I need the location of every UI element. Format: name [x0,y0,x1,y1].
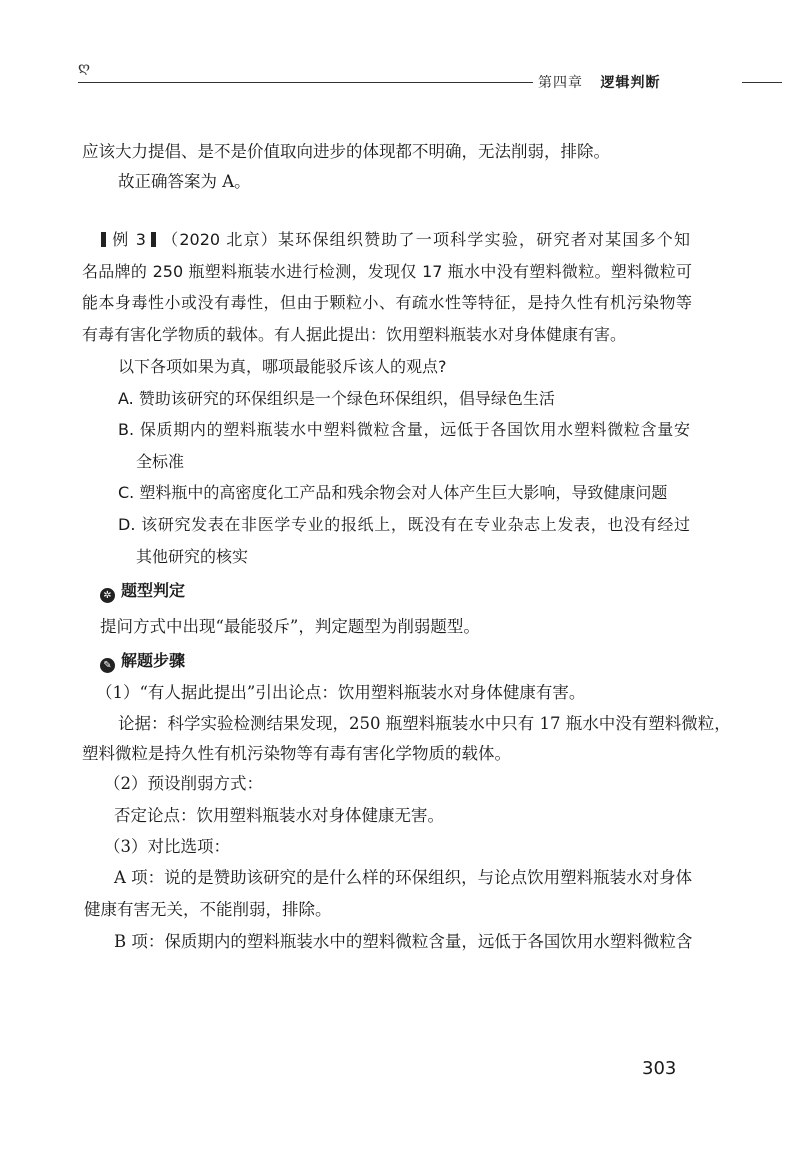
example-stem-line: 有毒有害化学物质的载体。有人据此提出：饮用塑料瓶装水对身体健康有害。 [82,325,627,344]
header-rule-end [742,82,782,83]
running-header [538,72,660,92]
option-b: B. 保质期内的塑料瓶装水中塑料微粒含量，远低于各国饮用水塑料微粒含量安 [118,420,690,439]
chapter-title: 逻辑判断 [600,75,661,91]
example-stem: 某环保组织赞助了一项科学实验，研究者对某国多个知 [278,230,690,249]
answer-line: 故正确答案为 A。 [118,172,251,191]
bracket-mark-icon [101,232,106,247]
option-d-cont: 其他研究的核实 [136,547,249,566]
option-c: C. 塑料瓶中的高密度化工产品和残余物会对人体产生巨大影响，导致健康问题 [118,483,668,502]
sprout-logo-icon: ღ [78,60,91,76]
heading-steps [100,651,185,673]
chapter-label: 第四章 [538,75,583,91]
option-a-analysis-cont: 健康有害无关，不能削弱，排除。 [84,900,332,919]
gear-icon: ✲ [100,588,115,603]
page-number: 303 [642,1058,677,1079]
bracket-mark-icon [151,232,156,247]
example-label: 例 3 [111,230,146,249]
evidence-line: 塑料微粒是持久性有机污染物等有毒有害化学物质的载体。 [82,744,511,763]
header-rule [78,82,533,83]
option-b-cont: 全标准 [136,452,185,471]
option-a-analysis: A 项：说的是赞助该研究的是什么样的环保组织，与论点饮用塑料瓶装水对身体 [114,868,693,887]
heading-text: 题型判定 [121,581,186,600]
option-d: D. 该研究发表在非医学专业的报纸上，既没有在专业杂志上发表，也没有经过 [118,515,690,534]
example-source: （2020 北京） [160,230,279,249]
question-line: 以下各项如果为真，哪项最能驳斥该人的观点? [118,357,447,376]
type-text: 提问方式中出现“最能驳斥”，判定题型为削弱题型。 [100,617,480,636]
negate-line: 否定论点：饮用塑料瓶装水对身体健康无害。 [114,806,444,825]
example-first-line [82,230,690,250]
paragraph-line: 应该大力提倡、是不是价值取向进步的体现都不明确，无法削弱，排除。 [82,142,610,161]
example-stem-line: 能本身毒性小或没有毒性，但由于颗粒小、有疏水性等特征，是持久性有机污染物等 [82,293,692,312]
heading-text: 解题步骤 [121,651,186,670]
evidence-line: 论据：科学实验检测结果发现，250 瓶塑料瓶装水中只有 17 瓶水中没有塑料微粒， [118,714,731,733]
step-3: （3）对比选项： [104,837,230,856]
step-1: （1）“有人据此提出”引出论点：饮用塑料瓶装水对身体健康有害。 [96,683,586,702]
option-b-analysis: B 项：保质期内的塑料瓶装水中的塑料微粒含量，远低于各国饮用水塑料微粒含 [114,932,693,951]
example-stem-line: 名品牌的 250 瓶塑料瓶装水进行检测，发现仅 17 瓶水中没有塑料微粒。塑料微粒可 [82,262,692,281]
step-2: （2）预设削弱方式： [104,774,263,793]
heading-question-type [100,581,185,603]
compass-icon: ✎ [100,658,115,673]
option-a: A. 赞助该研究的环保组织是一个绿色环保组织，倡导绿色生活 [118,389,555,408]
